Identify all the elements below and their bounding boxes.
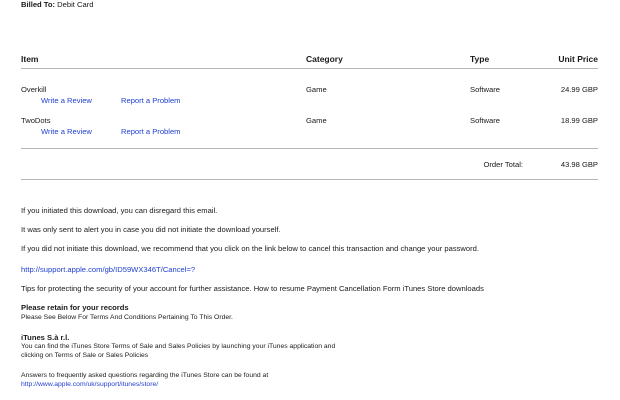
- item-price: 18.99 GBP: [560, 116, 598, 125]
- total-divider: [21, 179, 598, 180]
- item-category: Game: [306, 116, 327, 125]
- billed-to: [21, 0, 93, 9]
- header-item: Item: [21, 54, 39, 64]
- note-alert: It was only sent to alert you in case you did not initiate the download yourself.: [21, 225, 281, 234]
- header-type: Type: [470, 54, 490, 64]
- order-total-label: Order Total:: [483, 160, 523, 169]
- billed-to-value: Debit Card: [57, 0, 94, 9]
- note-recommend: If you did not initiate this download, we recommend that you click on the link below to cancel this transaction and change your password.: [21, 244, 479, 253]
- faq-link[interactable]: http://www.apple.com/uk/support/itunes/store/: [21, 381, 159, 388]
- item-name: Overkill: [21, 85, 47, 94]
- write-review-link[interactable]: Write a Review: [41, 127, 92, 136]
- note-tips: Tips for protecting the security of your account for further assistance. How to resume Payment Cancellation Form iTunes Store downloads: [21, 284, 484, 293]
- note-disregard: If you initiated this download, you can disregard this email.: [21, 206, 218, 215]
- header-unit-price: Unit Price: [558, 54, 598, 64]
- item-category: Game: [306, 85, 327, 94]
- company-name: iTunes S.à r.l.: [21, 333, 70, 342]
- retain-text: Please See Below For Terms And Conditions Pertaining To This Order.: [21, 314, 233, 321]
- order-total-value: 43.98 GBP: [560, 160, 598, 169]
- item-type: Software: [470, 116, 500, 125]
- rows-divider: [21, 148, 598, 149]
- report-problem-link[interactable]: Report a Problem: [121, 127, 181, 136]
- cancel-link[interactable]: http://support.apple.com/gb/ID59WX346T/Cancel=?: [21, 265, 196, 274]
- item-name: TwoDots: [21, 116, 51, 125]
- item-type: Software: [470, 85, 500, 94]
- terms-line-1: You can find the iTunes Store Terms of Sale and Sales Policies by launching your iTunes application and: [21, 343, 336, 350]
- billed-to-label: Billed To:: [21, 0, 56, 9]
- header-divider: [21, 68, 598, 69]
- write-review-link[interactable]: Write a Review: [41, 96, 92, 105]
- retain-heading: Please retain for your records: [21, 303, 129, 312]
- header-category: Category: [306, 54, 343, 64]
- report-problem-link[interactable]: Report a Problem: [121, 96, 181, 105]
- item-price: 24.99 GBP: [560, 85, 598, 94]
- faq-line: Answers to frequently asked questions regarding the iTunes Store can be found at: [21, 372, 269, 379]
- terms-line-2: clicking on Terms of Sale or Sales Policies: [21, 352, 149, 359]
